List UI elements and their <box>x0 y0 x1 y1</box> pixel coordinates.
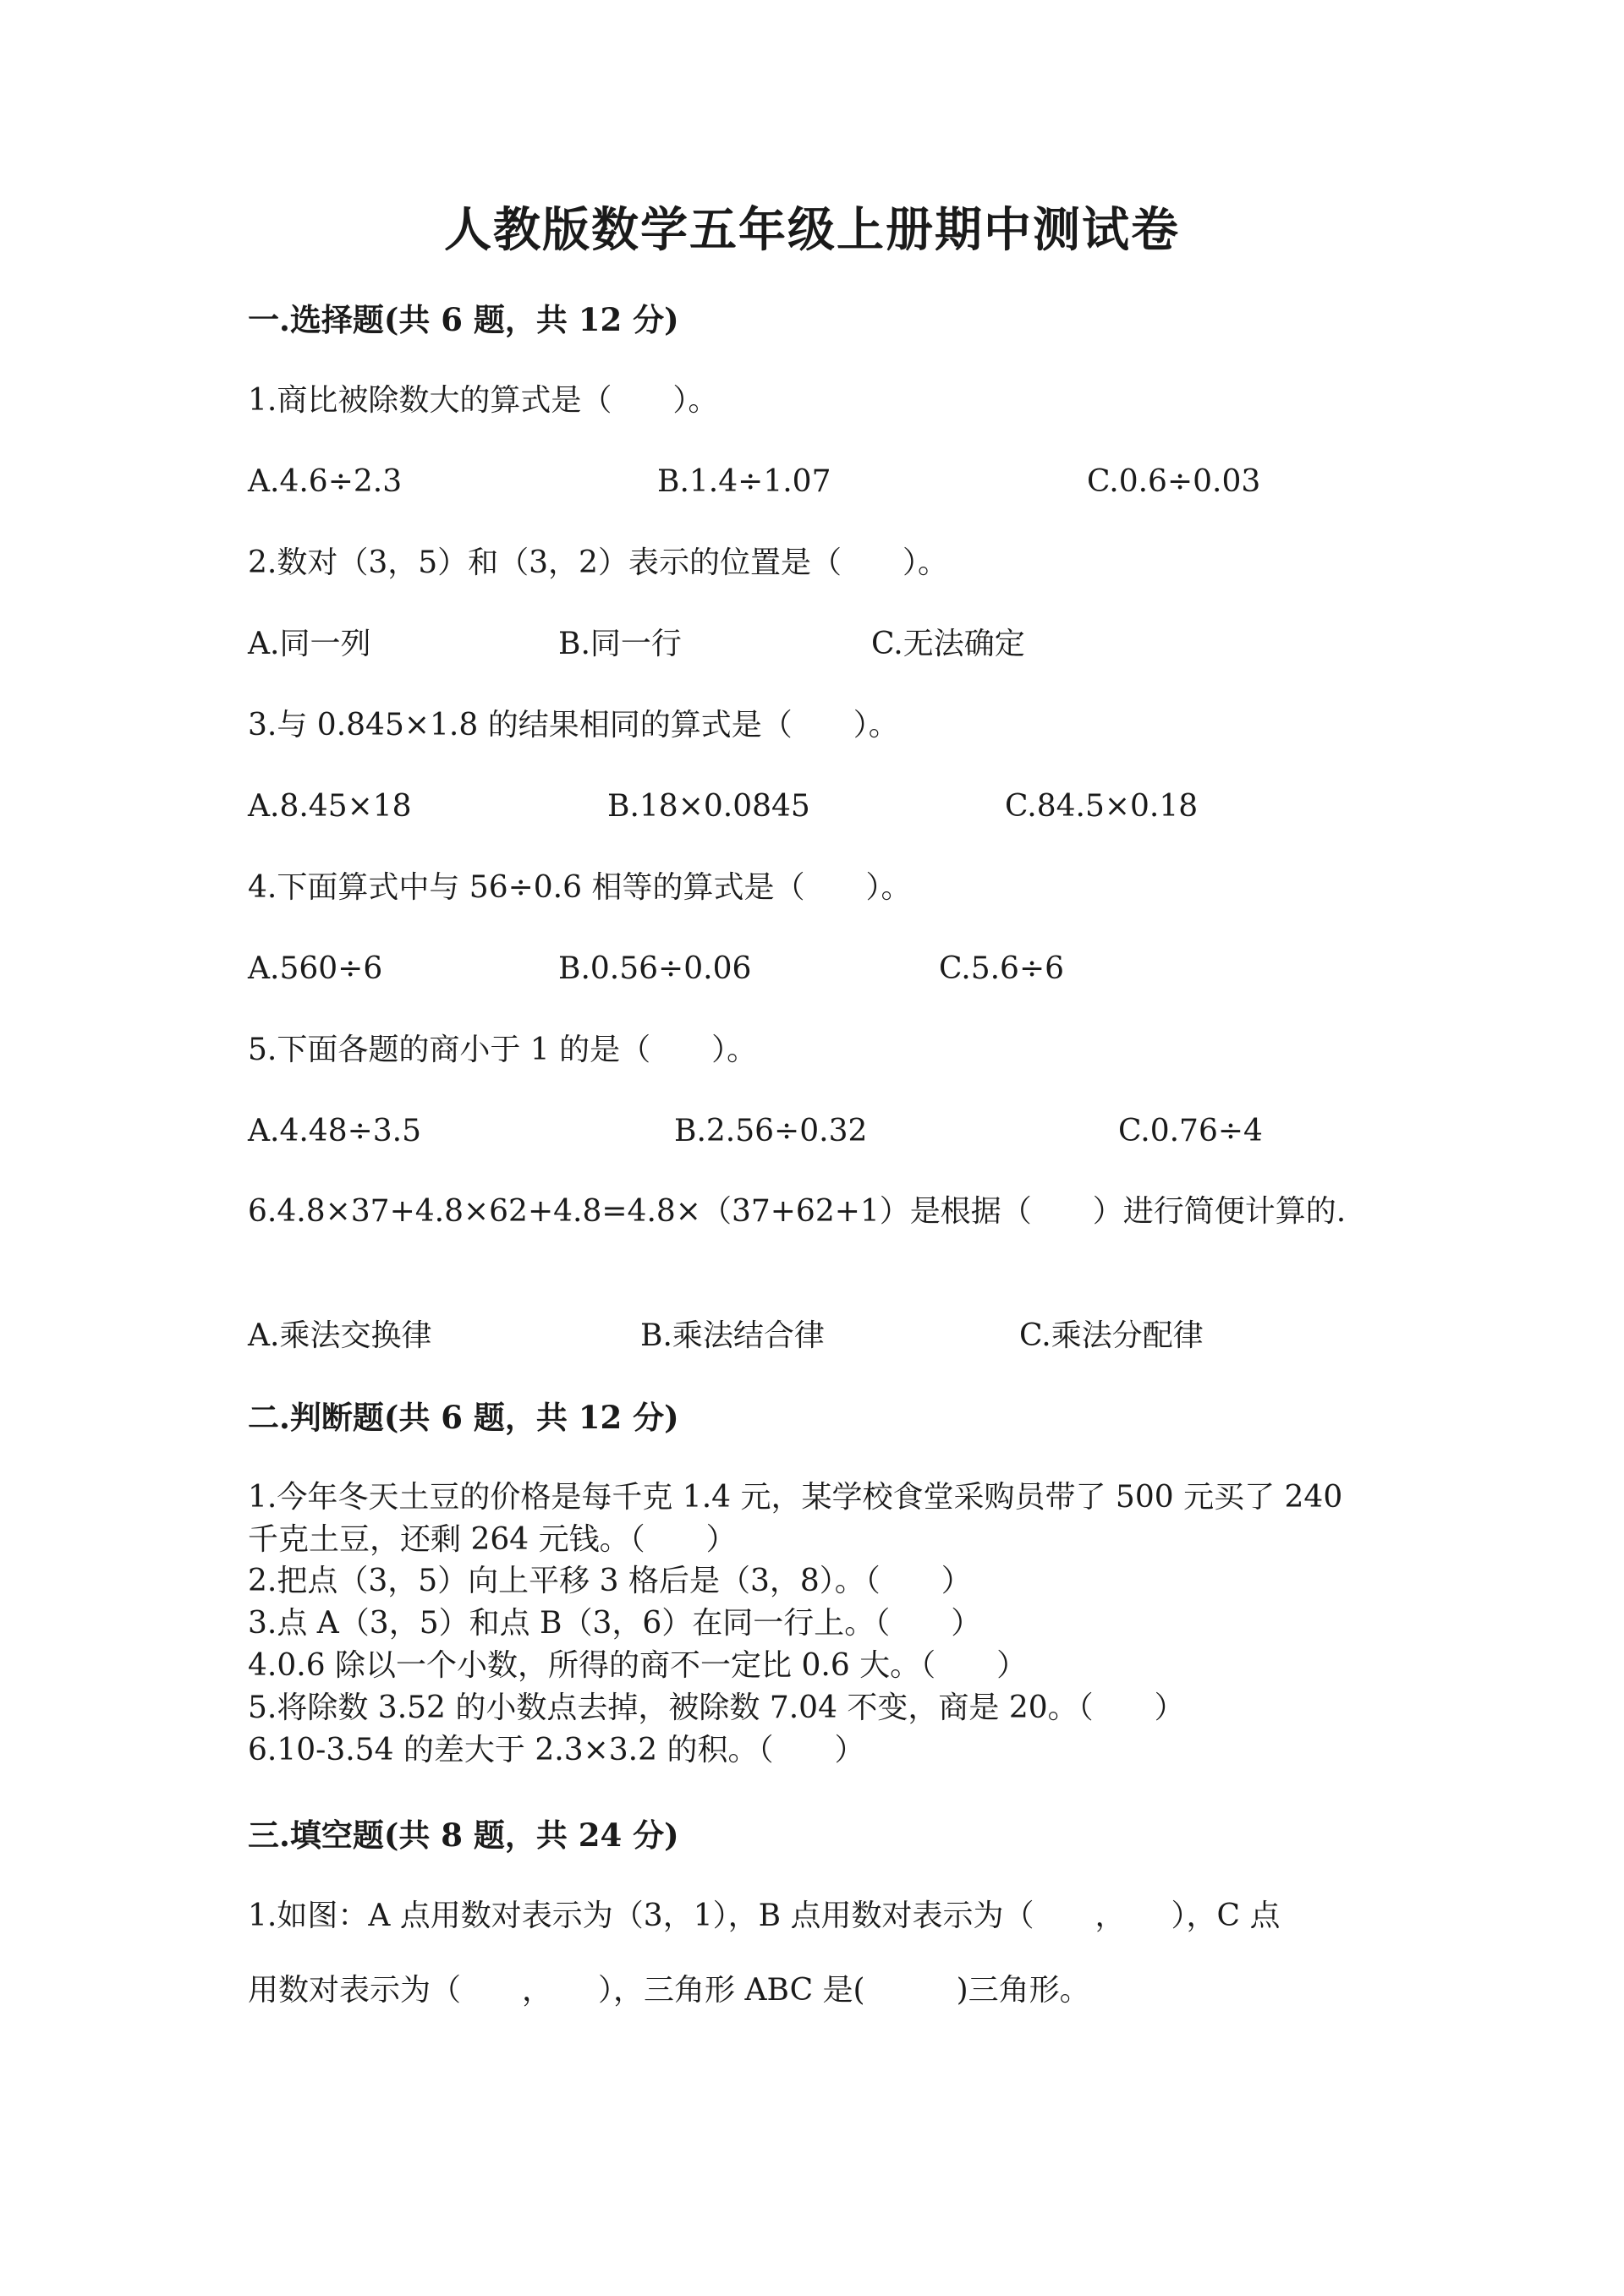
option-a: A.乘法交换律 <box>248 1318 432 1353</box>
option-b: B.乘法结合律 <box>640 1318 825 1353</box>
question-text: 6.10-3.54 的差大于 2.3×3.2 的积。（ ） <box>248 1733 865 1767</box>
question-text: 5.将除数 3.52 的小数点去掉，被除数 7.04 不变，商是 20。（ ） <box>248 1690 1185 1725</box>
option-c: C.0.6÷0.03 <box>1087 464 1261 499</box>
option-b: B.0.56÷0.06 <box>558 951 752 986</box>
option-a: A.8.45×18 <box>248 789 412 824</box>
option-a: A.同一列 <box>248 627 371 661</box>
option-c: C.84.5×0.18 <box>1005 789 1199 824</box>
option-b: B.同一行 <box>558 627 682 661</box>
section-heading: 三.填空题(共 8 题，共 24 分) <box>248 1817 679 1854</box>
question-text: 4.0.6 除以一个小数，所得的商不一定比 0.6 大。（ ） <box>248 1648 1028 1683</box>
section-heading: 二.判断题(共 6 题，共 12 分) <box>248 1399 679 1436</box>
option-c: C.乘法分配律 <box>1019 1318 1204 1353</box>
option-c: C.0.76÷4 <box>1118 1114 1263 1148</box>
question-text: 3.与 0.845×1.8 的结果相同的算式是（ ）。 <box>248 708 899 743</box>
question-text: 1.今年冬天土豆的价格是每千克 1.4 元，某学校食堂采购员带了 500 元买了 240 千克土豆，还剩 264 元钱。（ ） <box>248 1480 1343 1557</box>
option-a: A.4.48÷3.5 <box>248 1114 422 1148</box>
option-c: C.无法确定 <box>871 627 1025 661</box>
question-text-continued: 用数对表示为（ ， ），三角形 ABC 是( )三角形。 <box>248 1973 1090 2008</box>
option-b: B.1.4÷1.07 <box>657 464 831 499</box>
question-text: 2.数对（3，5）和（3，2）表示的位置是（ ）。 <box>248 545 948 580</box>
section-heading: 一.选择题(共 6 题，共 12 分) <box>248 301 679 338</box>
option-c: C.5.6÷6 <box>939 951 1065 986</box>
question-text: 4.下面算式中与 56÷0.6 相等的算式是（ ）。 <box>248 870 912 905</box>
question-text: 5.下面各题的商小于 1 的是（ ）。 <box>248 1033 758 1067</box>
question-text: 2.把点（3，5）向上平移 3 格后是（3，8）。（ ） <box>248 1564 972 1598</box>
question-text: 1.商比被除数大的算式是（ ）。 <box>248 383 719 418</box>
option-b: B.18×0.0845 <box>607 789 810 824</box>
page-title: 人教版数学五年级上册期中测试卷 <box>444 202 1180 258</box>
question-text: 3.点 A（3，5）和点 B（3，6）在同一行上。（ ） <box>248 1606 982 1641</box>
option-a: A.560÷6 <box>248 951 383 986</box>
question-text: 1.如图：A 点用数对表示为（3，1），B 点用数对表示为（ ， ），C 点 <box>248 1899 1281 1933</box>
option-a: A.4.6÷2.3 <box>248 464 403 499</box>
option-b: B.2.56÷0.32 <box>674 1114 868 1148</box>
question-text: 6.4.8×37+4.8×62+4.8=4.8×（37+62+1）是根据（ ）进行简便计算的. <box>248 1194 1347 1229</box>
